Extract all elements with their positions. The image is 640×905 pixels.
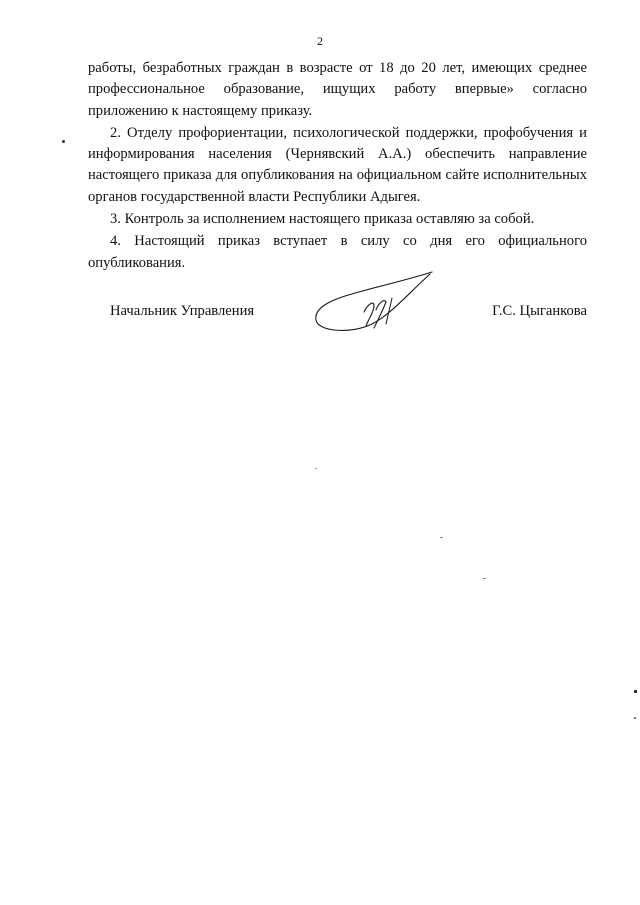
paragraph-item-4: 4. Настоящий приказ вступает в силу со дня его официального опубликования.: [88, 233, 587, 271]
document-body: [88, 58, 587, 274]
scan-speck: [440, 537, 443, 538]
signatory-title: Начальник Управления: [110, 303, 255, 319]
scan-speck: [634, 717, 636, 719]
signatory-name: Г.С. Цыганкова: [492, 303, 587, 319]
paragraph-continuation: работы, безработных граждан в возрасте от 18 до 20 лет, имеющих среднее профессиональное образование, ищущих работу впервые» согласно приложению к настоящему приказу.: [88, 60, 587, 119]
scan-speck: [634, 690, 637, 693]
page-number: 2: [317, 34, 323, 48]
scan-speck: [483, 578, 486, 579]
signature-icon: [312, 268, 437, 338]
scan-speck: [315, 468, 317, 469]
paragraph-item-3: 3. Контроль за исполнением настоящего приказа оставляю за собой.: [110, 211, 535, 228]
scan-speck: [62, 140, 65, 143]
paragraph-item-2: 2. Отделу профориентации, психологической поддержки, профобучения и информирования населения (Чернявский А.А.) обеспечить направление настоящего приказа для опубликования на официальном сайте исполнительных органов государственной власти Республики Адыгея.: [88, 124, 587, 205]
